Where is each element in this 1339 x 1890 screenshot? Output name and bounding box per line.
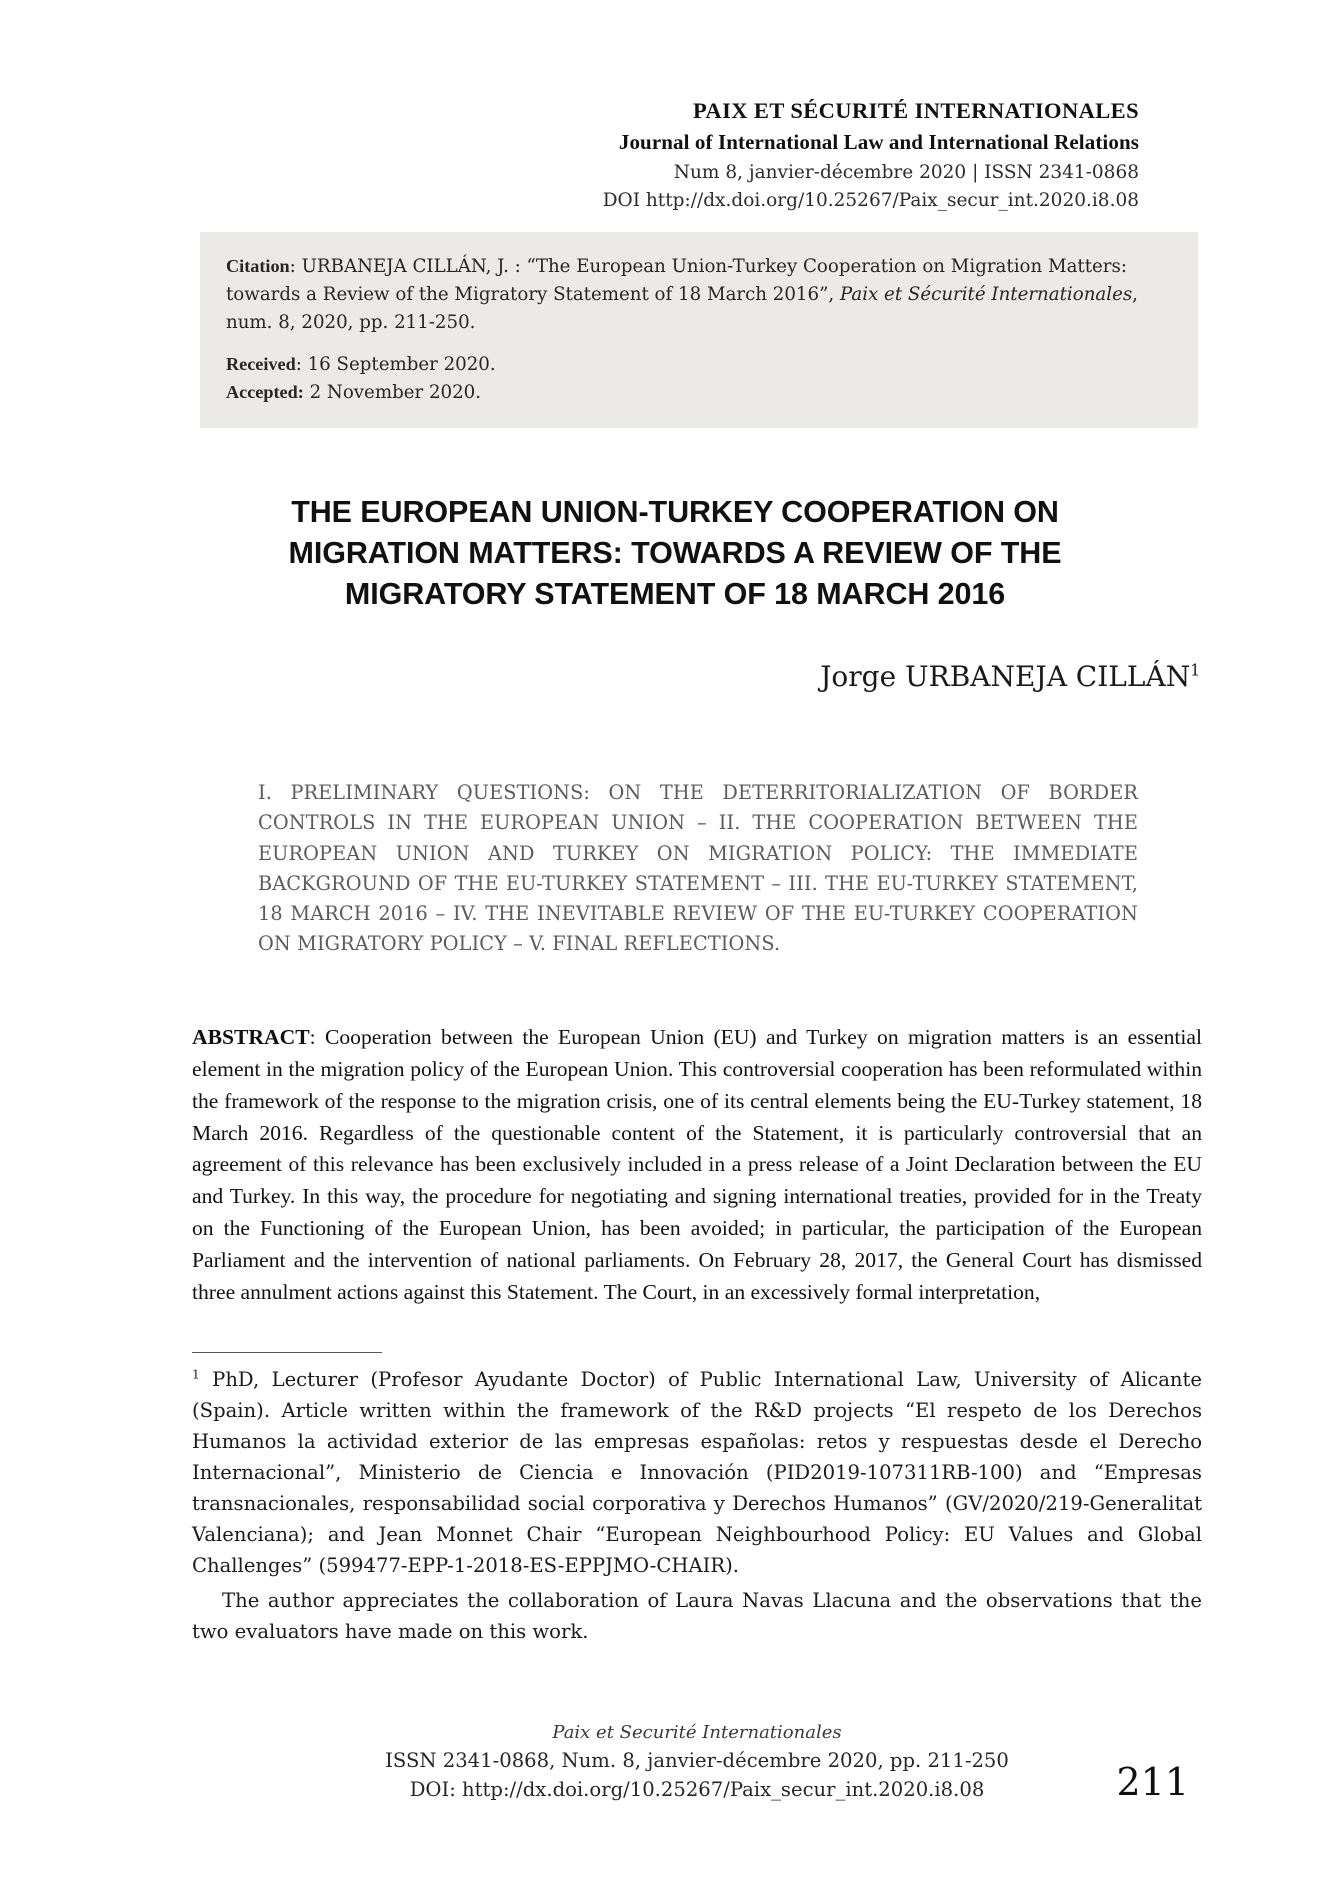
abstract: [192, 1022, 1202, 1309]
accepted-line: [226, 379, 1172, 407]
footnote-block: [192, 1365, 1202, 1648]
footer-doi-line: DOI: http://dx.doi.org/10.25267/Paix_secur_int.2020.i8.08: [409, 1778, 985, 1801]
received-value: : 16 September 2020.: [295, 354, 496, 376]
issue-line: Num 8, janvier-décembre 2020 | ISSN 2341-0868: [673, 162, 1139, 184]
page-footer: [192, 1722, 1202, 1801]
journal-name: PAIX ET SÉCURITÉ INTERNATIONALES: [692, 98, 1139, 123]
received-line: [226, 351, 1172, 379]
citation-journal-italic: Paix et Sécurité Internationales: [839, 284, 1133, 306]
footnote-marker: 1: [192, 1367, 200, 1382]
masthead-doi-line: DOI http://dx.doi.org/10.25267/Paix_secur_int.2020.i8.08: [602, 190, 1139, 212]
author-footnote-marker: 1: [1190, 661, 1200, 680]
page-title: THE EUROPEAN UNION-TURKEY COOPERATION ON MIGRATION MATTERS: TOWARDS A REVIEW OF THE MIGRATORY STATEMENT OF 18 MARCH 2016: [288, 495, 1062, 612]
citation-dates: [226, 351, 1172, 406]
footer-issn-line: ISSN 2341-0868, Num. 8, janvier-décembre 2020, pp. 211-250: [385, 1749, 1009, 1772]
citation-text: [226, 252, 1172, 337]
footnote-paragraph-1: [192, 1365, 1202, 1582]
journal-subtitle: Journal of International Law and International Relations: [618, 129, 1139, 154]
page-number: 211: [1116, 1760, 1189, 1804]
abstract-body: : Cooperation between the European Union (EU) and Turkey on migration matters is an essential element in the migration policy of the European Union. This controversial cooperation has been reformulated within the framework of the response to the migration crisis, one of its central elements being the EU-Turkey statement, 18 March 2016. Regardless of the questionable content of the Statement, it is particularly controversial that an agreement of this relevance has been exclusively included in a press release of a Joint Declaration between the EU and Turkey. In this way, the procedure for negotiating and signing international treaties, provided for in the Treaty on the Functioning of the European Union, has been avoided; in particular, the participation of the European Parliament and the intervention of national parliaments. On February 28, 2017, the General Court has dismissed three annulment actions against this Statement. The Court, in an excessively formal interpretation,: [192, 1025, 1202, 1304]
citation-body: : URBANEJA CILLÁN, J. : “The European Union-Turkey Cooperation on Migration Matters: towards a Review of the Migratory Statement of 18 March 2016”,: [226, 256, 1127, 306]
table-of-contents: I. PRELIMINARY QUESTIONS: ON THE DETERRITORIALIZATION OF BORDER CONTROLS IN THE EUROPEAN UNION – II. THE COOPERATION BETWEEN THE EUROPEAN UNION AND TURKEY ON MIGRATION POLICY: THE IMMEDIATE BACKGROUND OF THE EU-TURKEY STATEMENT – III. THE EU-TURKEY STATEMENT, 18 MARCH 2016 – IV. THE INEVITABLE REVIEW OF THE EU-TURKEY COOPERATION ON MIGRATORY POLICY – V. FINAL REFLECTIONS.: [258, 781, 1138, 956]
author-line: [250, 660, 1200, 693]
citation-box: [200, 232, 1198, 428]
accepted-label: Accepted:: [226, 381, 304, 402]
accepted-value: 2 November 2020.: [303, 381, 482, 403]
footer-journal-name: Paix et Securité Internationales: [552, 1722, 842, 1743]
footnote-paragraph-2: The author appreciates the collaboration of Laura Navas Llacuna and the observations that the two evaluators have made on this work.: [192, 1588, 1202, 1643]
citation-tail: , num. 8, 2020, pp. 211-250.: [226, 284, 1138, 334]
footnote-text-1: PhD, Lecturer (Profesor Ayudante Doctor) of Public International Law, University of Alicante (Spain). Article written within the framework of the R&D projects “El respeto de los Derechos Humanos la actividad exterior de las empresas españolas: retos y respuestas desde el Derecho Internacional”, Ministerio de Ciencia e Innovación (PID2019-107311RB-100) and “Empresas transnacionales, responsabilidad social corporativa y Derechos Humanos” (GV/2020/219-Generalitat Valenciana); and Jean Monnet Chair “European Neighbourhood Policy: EU Values and Global Challenges” (599477-EPP-1-2018-ES-EPPJMO-CHAIR).: [192, 1368, 1202, 1577]
author-name: Jorge URBANEJA CILLÁN: [820, 660, 1191, 693]
citation-label: Citation: [226, 256, 290, 276]
masthead: [439, 96, 1139, 213]
abstract-label: ABSTRACT: [192, 1025, 310, 1049]
footnote-separator: [192, 1352, 382, 1353]
received-label: Received: [226, 354, 296, 375]
